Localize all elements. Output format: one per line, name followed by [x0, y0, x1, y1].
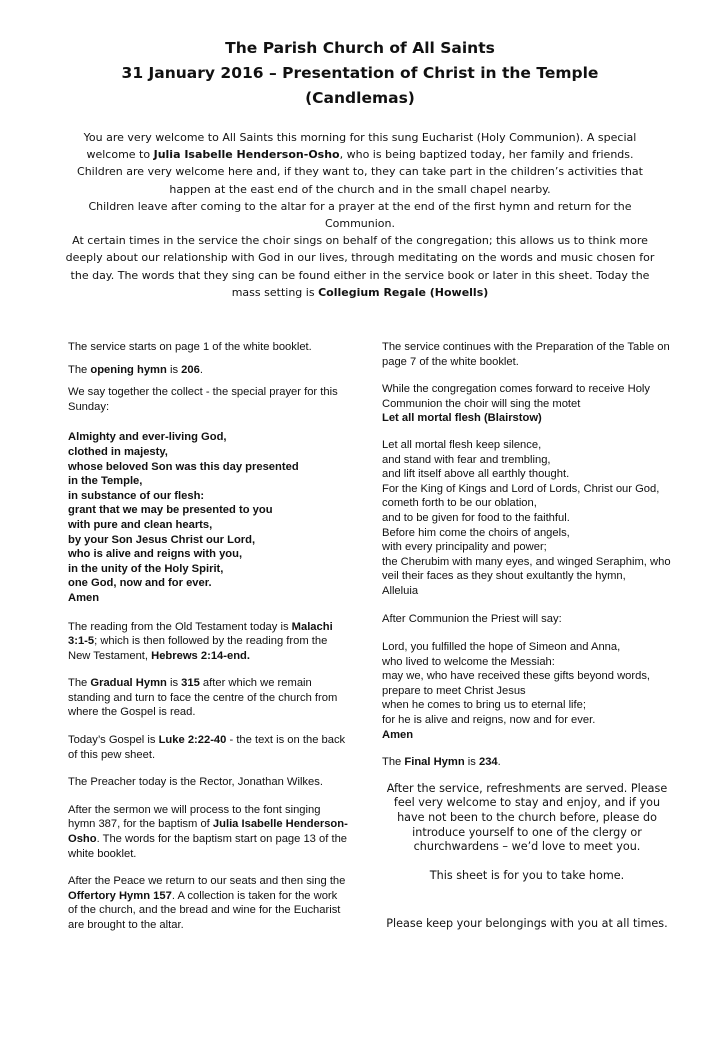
collect-line: by your Son Jesus Christ our Lord, — [68, 533, 256, 546]
service-start: The service starts on page 1 of the white booklet. — [68, 341, 312, 353]
take-home-note: This sheet is for you to take home. — [429, 868, 625, 882]
motet-text — [382, 438, 672, 599]
new-testament-ref: Hebrews 2:14-end. — [151, 649, 250, 662]
opening-hymn-number: 206 — [181, 363, 200, 376]
church-name: The Parish Church of All Saints — [225, 39, 495, 57]
intro-paragraph-3 — [62, 232, 658, 301]
post-communion-line: for he is alive and reigns, now and for ever. — [382, 714, 596, 727]
offertory — [68, 874, 348, 932]
gradual-hymn-number: 315 — [181, 677, 200, 690]
post-communion-line: may we, who have received these gifts beyond words, prepare to meet Christ Jesus — [382, 670, 651, 697]
opening-hymn-period: . — [199, 363, 203, 376]
final-hymn-text: The — [382, 756, 405, 769]
sermon-text-2: . The words for the baptism start on page 13 of the white booklet. — [68, 833, 348, 860]
collect-line: clothed in majesty, — [68, 445, 168, 458]
readings-text-2: ; which is then followed by the reading from the New Testament, — [68, 635, 328, 662]
belongings-note: Please keep your belongings with you at all times. — [386, 917, 668, 931]
motet-line: For the King of Kings and Lord of Lords, Christ our God, cometh forth to be our oblation, — [382, 482, 660, 510]
motet-line: and stand with fear and trembling, — [382, 453, 551, 466]
post-communion-prayer — [382, 640, 672, 742]
refreshments-note: After the service, refreshments are served. Please feel very welcome to stay and enjoy, and if you have not been to the church before, please do introduce yourself to one of the clergy or churchwardens – we’d love to meet you. — [386, 781, 668, 854]
baptism-name: Julia Isabelle Henderson-Osho — [68, 818, 348, 846]
gospel — [68, 733, 348, 762]
intro-text — [62, 129, 658, 301]
motet-line: Alleluia — [382, 584, 419, 597]
motet-line: and lift itself above all earthly thought. — [382, 468, 570, 481]
offertory-text-2: . A collection is taken for the work of the church, and the bread and wine for the Eucharist are brought to the altar. — [68, 889, 341, 931]
motet-intro: While the congregation comes forward to receive Holy Communion the choir will sing the motet — [382, 383, 651, 410]
intro-p1-text: You are very welcome to All Saints this morning for this sung Eucharist (Holy Communion). A special welcome to — [83, 131, 637, 162]
post-communion-amen — [382, 728, 672, 743]
readings — [68, 620, 348, 664]
old-testament-ref: Malachi 3:1-5 — [68, 620, 333, 648]
opening-hymn-text: The — [68, 363, 91, 376]
collect-line: in substance of our flesh: — [68, 489, 205, 502]
collect-line: with pure and clean hearts, — [68, 518, 213, 531]
post-communion-amen-text: Amen — [382, 728, 414, 741]
collect-prayer — [68, 430, 348, 605]
gospel-text: Today’s Gospel is — [68, 734, 159, 747]
intro-p1-text-cont: , who is being baptized today, her family and friends. Children are very welcome here and, if they want to, they can take part in the children’s activities that happen at the east end of the church and in the small chapel nearby. — [77, 148, 643, 196]
intro-p3-text: At certain times in the service the choir sings on behalf of the congregation; this allows us to think more deeply about our relationship with God in our lives, through meditating on the words and music chosen for the day. The words that they sing can be found either in the service book or later in this sheet. Today the mass setting is — [65, 234, 655, 299]
motet-title-text: Let all mortal flesh (Blairstow) — [382, 412, 542, 425]
post-communion-line: who lived to welcome the Messiah: — [382, 655, 555, 668]
collect-line: who is alive and reigns with you, — [68, 548, 243, 561]
motet-line: and to be given for food to the faithful. — [382, 511, 570, 524]
collect-line: in the unity of the Holy Spirit, — [68, 562, 224, 575]
preparation-of-table: The service continues with the Preparation of the Table on page 7 of the white booklet. — [382, 341, 670, 368]
collect-line: whose beloved Son was this day presented — [68, 460, 299, 473]
motet-line: with every principality and power; — [382, 541, 547, 554]
intro-paragraph-1 — [62, 129, 658, 198]
motet-line: Before him come the choirs of angels, — [382, 526, 570, 539]
gospel-ref: Luke 2:22-40 — [158, 734, 227, 747]
feast-name: (Candlemas) — [305, 89, 415, 107]
baptism-candidate-name: Julia Isabelle Henderson-Osho — [153, 148, 340, 162]
readings-text: The reading from the Old Testament today is — [68, 620, 292, 633]
collect-amen: Amen — [68, 591, 100, 604]
final-hymn-number: 234 — [478, 756, 498, 769]
offertory-hymn: Offertory Hymn 157 — [68, 889, 172, 902]
motet-title — [382, 411, 672, 426]
right-column — [382, 340, 672, 932]
collect-line: in the Temple, — [68, 475, 143, 488]
final-hymn-period: . — [497, 756, 501, 769]
left-column — [68, 340, 348, 933]
collect-line: grant that we may be presented to you — [68, 504, 273, 517]
gradual-hymn — [68, 676, 348, 720]
sermon-text: After the sermon we will process to the font singing hymn 387, for the baptism of — [68, 803, 321, 831]
sermon-baptism — [68, 803, 348, 861]
gradual-text-3: after which we remain standing and turn to face the centre of the church from where the Gospel is read. — [68, 677, 338, 719]
collect-line: one God, now and for ever. — [68, 577, 212, 590]
final-hymn-label: Final Hymn — [404, 756, 465, 769]
collect-intro: We say together the collect - the special prayer for this Sunday: — [68, 386, 338, 413]
gradual-text-2: is — [166, 677, 182, 690]
final-hymn — [382, 755, 672, 770]
opening-hymn — [68, 363, 348, 378]
gradual-hymn-label: Gradual Hymn — [90, 677, 167, 690]
post-communion-line: Lord, you fulfilled the hope of Simeon and Anna, — [382, 641, 621, 654]
header — [0, 36, 720, 111]
service-date-title: 31 January 2016 – Presentation of Christ in the Temple — [121, 64, 599, 82]
opening-hymn-label: opening hymn — [90, 363, 167, 376]
gospel-text-2: - the text is on the back of this pew sheet. — [68, 734, 346, 761]
mass-setting: Collegium Regale (Howells) — [318, 285, 489, 299]
after-communion: After Communion the Priest will say: — [382, 612, 562, 625]
motet-line: the Cherubim with many eyes, and winged Seraphim, who veil their faces as they shout exultantly the hymn, — [382, 555, 671, 583]
preacher: The Preacher today is the Rector, Jonathan Wilkes. — [68, 776, 323, 789]
intro-paragraph-2: Children leave after coming to the altar for a prayer at the end of the first hymn and return for the Communion. — [88, 199, 632, 231]
gradual-text: The — [68, 677, 91, 690]
motet-line: Let all mortal flesh keep silence, — [382, 438, 542, 451]
offertory-text: After the Peace we return to our seats and then sing the — [68, 875, 346, 888]
final-hymn-text-2: is — [464, 756, 479, 769]
opening-hymn-text-2: is — [166, 363, 182, 376]
post-communion-line: when he comes to bring us to eternal life; — [382, 699, 586, 712]
collect-line: Almighty and ever-living God, — [68, 431, 227, 444]
